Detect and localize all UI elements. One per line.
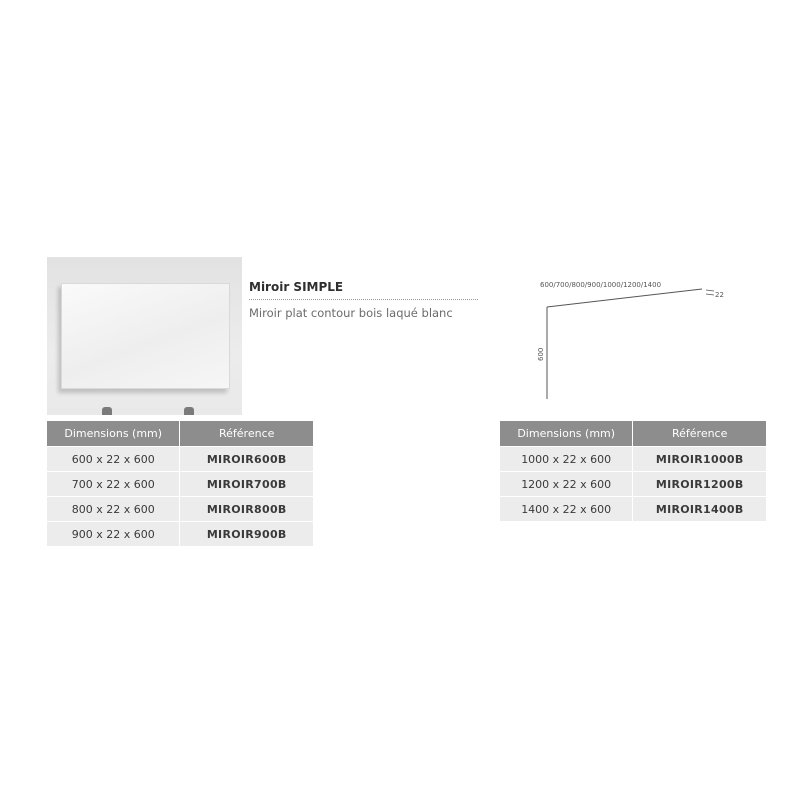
references-table-left (47, 421, 313, 546)
cell-dimensions: 1200 x 22 x 600 (500, 471, 633, 496)
cell-reference: MIROIR1000B (633, 446, 766, 471)
width-line (547, 289, 702, 307)
table-row (500, 496, 766, 521)
cell-reference: MIROIR900B (180, 521, 313, 546)
faucet-left (102, 407, 112, 415)
depth-label: 22 (715, 291, 724, 299)
width-label: 600/700/800/900/1000/1200/1400 (540, 281, 662, 289)
table-row (47, 471, 313, 496)
table-row (500, 471, 766, 496)
cell-reference: MIROIR1400B (633, 496, 766, 521)
references-table-right (500, 421, 766, 521)
header-dimensions: Dimensions (mm) (47, 421, 180, 446)
mirror-image (61, 283, 230, 389)
table-header-row (47, 421, 313, 446)
cell-reference: MIROIR600B (180, 446, 313, 471)
cell-dimensions: 1000 x 22 x 600 (500, 446, 633, 471)
cell-reference: MIROIR1200B (633, 471, 766, 496)
cell-reference: MIROIR800B (180, 496, 313, 521)
dimension-diagram (530, 275, 730, 405)
product-title: Miroir SIMPLE (249, 280, 344, 294)
product-photo (47, 257, 242, 415)
table-row (47, 521, 313, 546)
header-dimensions: Dimensions (mm) (500, 421, 633, 446)
table-row (47, 446, 313, 471)
table-row (47, 496, 313, 521)
table-header-row (500, 421, 766, 446)
cell-dimensions: 1400 x 22 x 600 (500, 496, 633, 521)
depth-tick-top (706, 290, 714, 291)
product-description: Miroir plat contour bois laqué blanc (249, 306, 453, 320)
cell-dimensions: 800 x 22 x 600 (47, 496, 180, 521)
table-row (500, 446, 766, 471)
cell-dimensions: 900 x 22 x 600 (47, 521, 180, 546)
depth-tick-bottom (706, 294, 714, 295)
cell-dimensions: 600 x 22 x 600 (47, 446, 180, 471)
header-reference: Référence (180, 421, 313, 446)
faucet-right (184, 407, 194, 415)
header-reference: Référence (633, 421, 766, 446)
cell-reference: MIROIR700B (180, 471, 313, 496)
height-label: 600 (537, 347, 545, 361)
cell-dimensions: 700 x 22 x 600 (47, 471, 180, 496)
title-divider (249, 299, 478, 300)
